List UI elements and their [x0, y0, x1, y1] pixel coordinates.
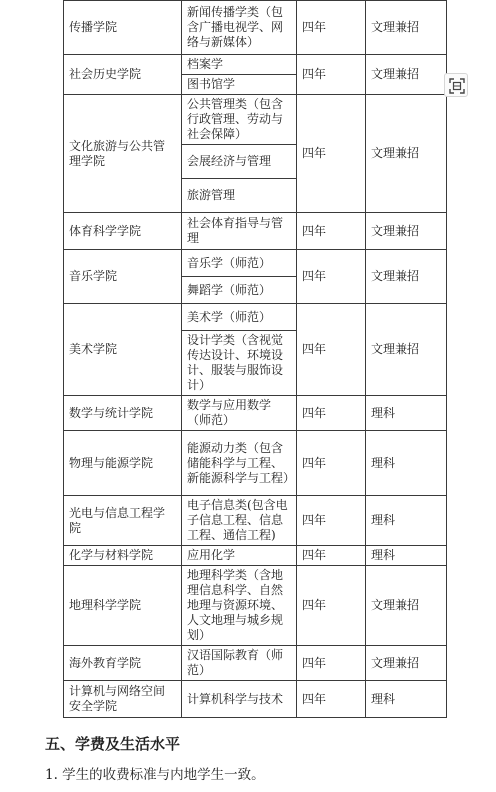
college-cell: [64, 681, 182, 718]
major-cell: [182, 277, 297, 304]
fullscreen-select-icon: [449, 78, 465, 94]
category-cell: [366, 646, 447, 681]
category-cell: [366, 566, 447, 646]
category-cell: [366, 1, 447, 55]
table-row: [64, 546, 447, 566]
table-row: [64, 646, 447, 681]
major-cell-text: 舞蹈学（师范）: [187, 282, 272, 297]
duration-cell: [297, 681, 366, 718]
college-cell-text: 美术学院: [69, 342, 118, 356]
college-cell-text: 文化旅游与公共管理学院: [69, 138, 166, 168]
category-cell-text: 理科: [371, 548, 396, 562]
major-cell-text: 应用化学: [187, 548, 236, 562]
college-cell-text: 地理科学学院: [69, 598, 142, 612]
major-cell: [182, 331, 297, 396]
college-cell: [64, 250, 182, 304]
college-cell-text: 音乐学院: [69, 269, 118, 283]
college-cell: [64, 431, 182, 496]
table-row: [64, 496, 447, 546]
duration-cell: [297, 496, 366, 546]
duration-cell: [297, 566, 366, 646]
duration-cell-text: 四年: [302, 691, 327, 706]
major-cell-text: 美术学（师范）: [187, 309, 272, 324]
major-cell: [182, 566, 297, 646]
duration-cell-text: 四年: [302, 548, 327, 562]
college-cell: [64, 1, 182, 55]
duration-cell: [297, 250, 366, 304]
major-cell: [182, 431, 297, 496]
college-cell: [64, 304, 182, 396]
duration-cell-text: 四年: [302, 455, 327, 470]
major-cell-text: 图书馆学: [187, 77, 236, 91]
major-cell-text: 电子信息类(包含电子信息工程、信息工程、通信工程): [187, 498, 288, 542]
major-cell: [182, 546, 297, 566]
major-cell-text: 公共管理类（包含行政管理、劳动与社会保障）: [187, 97, 284, 141]
duration-cell: [297, 646, 366, 681]
duration-cell: [297, 55, 366, 95]
category-cell-text: 文理兼招: [371, 67, 420, 81]
college-cell-text: 社会历史学院: [69, 67, 142, 81]
duration-cell-text: 四年: [302, 405, 327, 420]
category-cell: [366, 304, 447, 396]
duration-cell-text: 四年: [302, 342, 327, 356]
major-cell: [182, 95, 297, 145]
majors-table: [63, 0, 447, 718]
category-cell-text: 文理兼招: [371, 342, 420, 356]
major-cell: [182, 681, 297, 718]
fee-paragraph: 1. 学生的收费标准与内地学生一致。: [45, 767, 265, 783]
category-cell-text: 理科: [371, 405, 396, 420]
major-cell: [182, 145, 297, 179]
table-row: [64, 55, 447, 75]
college-cell: [64, 546, 182, 566]
category-cell-text: 文理兼招: [371, 655, 420, 670]
duration-cell: [297, 304, 366, 396]
college-cell: [64, 95, 182, 213]
duration-cell-text: 四年: [302, 655, 327, 670]
category-cell-text: 文理兼招: [371, 20, 420, 34]
major-cell: [182, 55, 297, 75]
category-cell: [366, 213, 447, 250]
duration-cell-text: 四年: [302, 20, 327, 34]
duration-cell: [297, 95, 366, 213]
category-cell: [366, 95, 447, 213]
major-cell: [182, 304, 297, 331]
duration-cell-text: 四年: [302, 223, 327, 238]
category-cell: [366, 396, 447, 431]
major-cell: [182, 179, 297, 213]
major-cell-text: 档案学: [187, 57, 224, 71]
college-cell: [64, 496, 182, 546]
major-cell: [182, 75, 297, 95]
college-cell-text: 传播学院: [69, 20, 118, 34]
category-cell: [366, 681, 447, 718]
category-cell-text: 文理兼招: [371, 269, 420, 283]
major-cell: [182, 1, 297, 55]
major-cell: [182, 213, 297, 250]
duration-cell-text: 四年: [302, 146, 327, 160]
duration-cell-text: 四年: [302, 598, 327, 612]
college-cell: [64, 213, 182, 250]
duration-cell-text: 四年: [302, 67, 327, 81]
major-cell: [182, 646, 297, 681]
category-cell: [366, 546, 447, 566]
major-cell-text: 设计学类（含视觉传达设计、环境设计、服装与服饰设计）: [187, 333, 284, 392]
major-cell-text: 能源动力类（包含储能科学与工程、新能源科学与工程）: [187, 440, 296, 485]
category-cell-text: 理科: [371, 455, 396, 470]
table-row: [64, 213, 447, 250]
table-row: [64, 304, 447, 331]
major-cell-text: 新闻传播学类（包含广播电视学、网络与新媒体）: [187, 5, 284, 49]
table-row: [64, 250, 447, 277]
major-cell-text: 计算机科学与技术: [187, 691, 284, 706]
category-cell: [366, 496, 447, 546]
college-cell-text: 物理与能源学院: [69, 455, 154, 470]
duration-cell-text: 四年: [302, 513, 327, 527]
college-cell-text: 化学与材料学院: [69, 548, 154, 562]
fullscreen-select-button[interactable]: [444, 73, 468, 97]
category-cell-text: 理科: [371, 691, 396, 706]
category-cell: [366, 250, 447, 304]
major-cell-text: 会展经济与管理: [187, 154, 272, 168]
major-cell: [182, 496, 297, 546]
college-cell: [64, 55, 182, 95]
table-row: [64, 396, 447, 431]
duration-cell: [297, 213, 366, 250]
college-cell: [64, 646, 182, 681]
major-cell: [182, 396, 297, 431]
college-cell-text: 光电与信息工程学院: [69, 505, 166, 535]
table-row: [64, 95, 447, 145]
section-title: 五、学费及生活水平: [45, 735, 181, 753]
duration-cell: [297, 431, 366, 496]
majors-table-container: [63, 0, 447, 718]
category-cell-text: 理科: [371, 513, 396, 527]
duration-cell: [297, 396, 366, 431]
major-cell-text: 音乐学（师范）: [187, 255, 272, 270]
duration-cell-text: 四年: [302, 269, 327, 283]
category-cell-text: 文理兼招: [371, 223, 420, 238]
college-cell-text: 海外教育学院: [69, 655, 142, 670]
major-cell-text: 汉语国际教育（师范）: [187, 648, 284, 677]
table-row: [64, 681, 447, 718]
duration-cell: [297, 1, 366, 55]
major-cell-text: 地理科学类（含地理信息科学、自然地理与资源环境、人文地理与城乡规划）: [187, 568, 284, 642]
major-cell-text: 数学与应用数学（师范）: [187, 398, 272, 427]
college-cell-text: 计算机与网络空间安全学院: [69, 684, 166, 713]
category-cell: [366, 431, 447, 496]
major-cell: [182, 250, 297, 277]
college-cell: [64, 566, 182, 646]
category-cell-text: 文理兼招: [371, 146, 420, 160]
college-cell: [64, 396, 182, 431]
major-cell-text: 社会体育指导与管理: [187, 216, 284, 245]
college-cell-text: 数学与统计学院: [69, 405, 154, 420]
major-cell-text: 旅游管理: [187, 188, 236, 202]
duration-cell: [297, 546, 366, 566]
category-cell-text: 文理兼招: [371, 598, 420, 612]
category-cell: [366, 55, 447, 95]
college-cell-text: 体育科学学院: [69, 223, 142, 238]
table-row: [64, 566, 447, 646]
table-row: [64, 1, 447, 55]
majors-table-body: [64, 1, 447, 718]
table-row: [64, 431, 447, 496]
